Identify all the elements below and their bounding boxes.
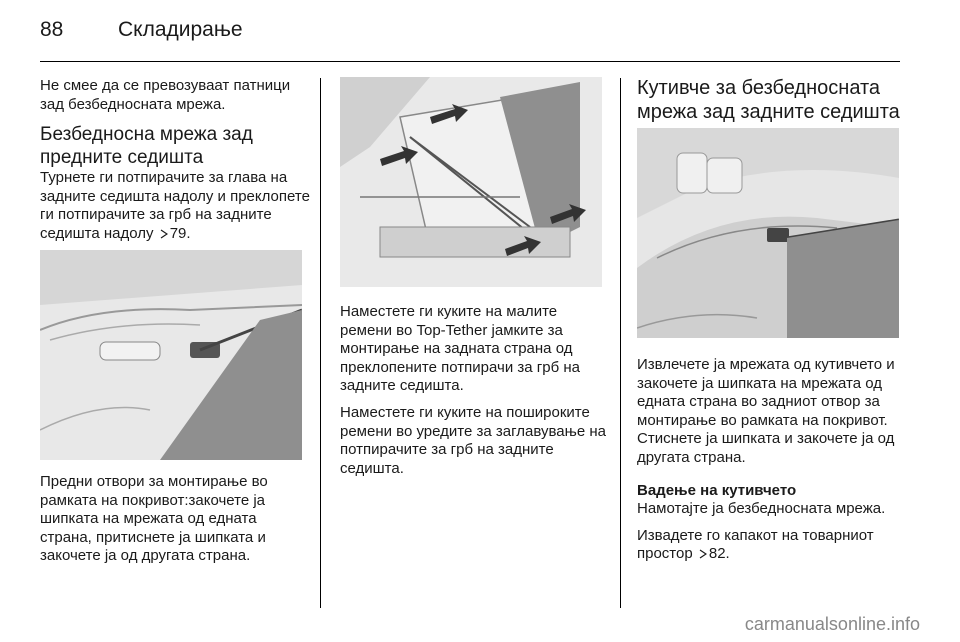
watermark: carmanualsonline.info <box>744 614 920 634</box>
figure-tether-hooks <box>340 77 602 287</box>
column-2-text <box>340 303 610 478</box>
figure-front-mounting <box>40 250 302 460</box>
body-text: Намотајте ја безбедносната мрежа. <box>637 500 886 518</box>
column-divider <box>320 78 321 608</box>
column-1-caption <box>40 473 310 566</box>
page-header <box>40 16 900 56</box>
page-reference-link[interactable]: 79. <box>169 224 191 242</box>
body-text: Наместете ги куките на малите ремени во Top-Tether јамките за монтирање на задната страна од преклопените потпирачи за грб на задните седишта. <box>340 303 580 395</box>
column-3-text <box>637 356 907 564</box>
header-divider <box>40 61 900 62</box>
figure-caption: Предни отвори за монтирање во рамката на покривот:закочете ја шипката на мрежата од едната страна, притиснете ја шипката и закочете ја од другата страна. <box>40 473 268 565</box>
body-text: Извлечете ја мрежата од кутивчето и закочете ја шипката на мрежата од едната страна во задниот отвор за монтирање во рамката на покривот. Стиснете ја шипката и закочете ја од другата страна. <box>637 356 895 466</box>
column-1 <box>40 77 310 244</box>
page-reference-link[interactable]: 82. <box>708 545 730 563</box>
column-3 <box>637 77 902 124</box>
page-title: Складирање <box>118 18 243 41</box>
body-text: Наместете ги куките на пошироките ремени во уредите за заглавување на потпирачите за грб на задните седишта. <box>340 403 606 477</box>
body-text: Турнете ги потпирачите за глава на задните седишта надолу и преклопете ги потпирачите за грб на задните седишта надолу 79. <box>40 169 310 242</box>
section-heading: Кутивче за безбедносната мрежа зад задните седишта <box>637 77 900 123</box>
intro-text: Не смее да се превозуваат патници зад безбедносната мрежа. <box>40 77 291 113</box>
section-heading: Безбедносна мрежа зад предните седишта <box>40 124 253 168</box>
subheading: Вадење на кутивчето <box>637 481 797 499</box>
page-number: 88 <box>40 18 64 41</box>
page-reference-arrow-icon <box>699 549 707 559</box>
page-reference-arrow-icon <box>160 229 168 239</box>
body-text: Извадете го капакот на товарниот простор 82. <box>637 526 874 563</box>
figure-net-cassette <box>637 128 899 338</box>
column-divider <box>620 78 621 608</box>
